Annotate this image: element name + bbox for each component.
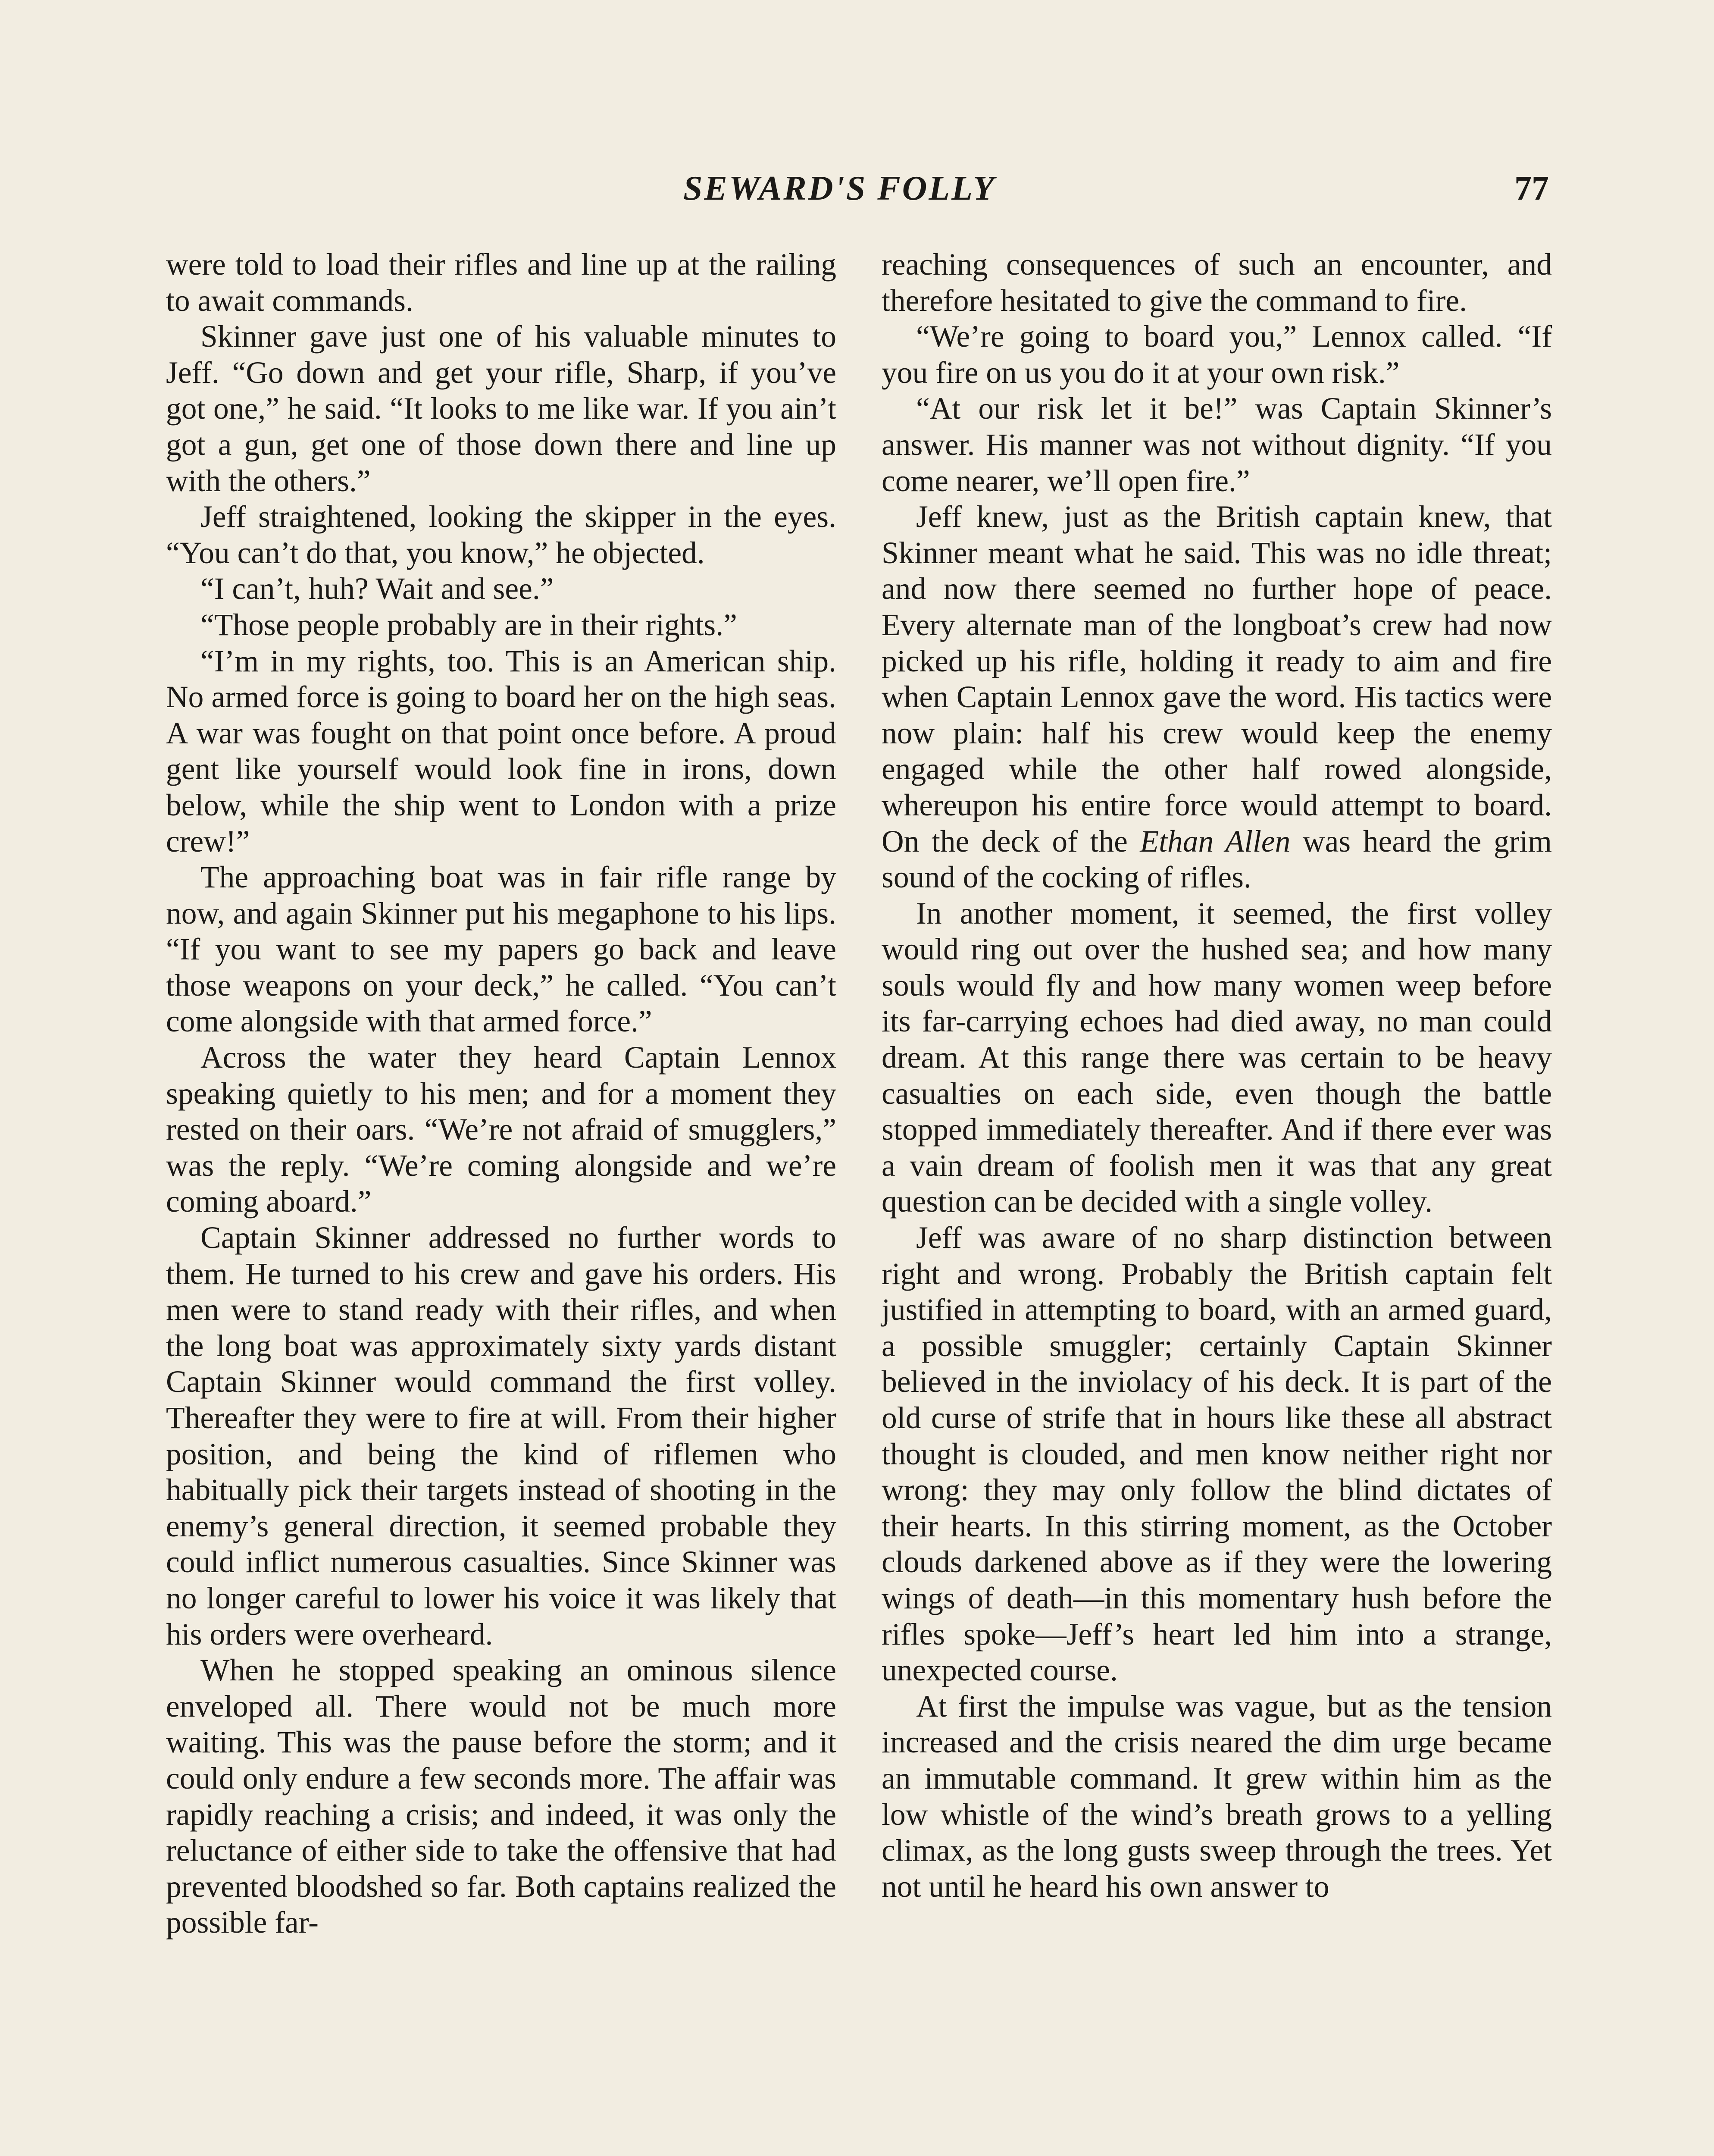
page-header	[166, 169, 1549, 216]
ship-name: Ethan Allen	[1140, 824, 1291, 859]
paragraph: Jeff was aware of no sharp distinction between right and wrong. Probably the British captain felt justified in attempting to board, with an armed guard, a possible smuggler; certainly Captain Skinner believed in the inviolacy of his deck. It is part of the old curse of strife that in hours like these all abstract thought is clouded, and men know neither right nor wrong: they may only follow the blind dictates of their hearts. In this stirring moment, as the October clouds darkened above as if they were the lowering wings of death—in this momentary hush before the rifles spoke—Jeff’s heart led him into a strange, unexpected course.	[882, 1221, 1552, 1688]
paragraph: Across the water they heard Captain Lennox speaking quietly to his men; and for a moment they rested on their oars. “We’re not afraid of smugglers,” was the reply. “We’re coming alongside and we’re coming aboard.”	[166, 1040, 836, 1219]
paragraph: “I’m in my rights, too. This is an American ship. No armed force is going to board her on the high seas. A war was fought on that point once before. A proud gent like yourself would look fine in irons, down below, while the ship went to London with a prize crew!”	[166, 644, 836, 859]
paragraph: When he stopped speaking an ominous silence enveloped all. There would not be much more waiting. This was the pause before the storm; and it could only endure a few seconds more. The affair was rapidly reaching a crisis; and indeed, it was only the reluctance of either side to take the offensive that had prevented bloodshed so far. Both captains realized the possible far-	[166, 1653, 836, 1940]
page-number: 77	[1514, 169, 1549, 207]
running-title: SEWARD'S FOLLY	[683, 169, 996, 207]
paragraph: Jeff straightened, looking the skipper in the eyes. “You can’t do that, you know,” he objected.	[166, 500, 836, 570]
left-column	[166, 247, 836, 2156]
paragraph	[882, 499, 1552, 896]
paragraph: “Those people probably are in their rights.”	[200, 608, 737, 642]
paragraph: were told to load their rifles and line up at the railing to await commands.	[166, 248, 836, 318]
paragraph-text: was heard the grim sound of the cocking of rifles.	[882, 824, 1552, 895]
paragraph: In another moment, it seemed, the first volley would ring out over the hushed sea; and how many souls would fly and how many women weep before its far-carrying echoes had died away, no man could dream. At this range there was certain to be heavy casualties on each side, even though the battle stopped immediately thereafter. And if there ever was a vain dream of foolish men it was that any great question can be decided with a single volley.	[882, 896, 1552, 1219]
paragraph: At first the impulse was vague, but as the tension increased and the crisis neared the dim urge became an immutable command. It grew within him as the low whistle of the wind’s breath grows to a yelling climax, as the long gusts sweep through the trees. Yet not until he heard his own answer to	[882, 1689, 1552, 1904]
paragraph-text: Jeff knew, just as the British captain knew, that Skinner meant what he said. This was no idle threat; and now there seemed no further hope of peace. Every alternate man of the longboat’s crew had now picked up his rifle, holding it ready to aim and fire when Captain Lennox gave the word. His tactics were now plain: half his crew would keep the enemy engaged while the other half rowed alongside, whereupon his entire force would attempt to board. On the deck of the	[882, 500, 1552, 859]
paragraph: “I can’t, huh? Wait and see.”	[200, 572, 554, 606]
paragraph: Skinner gave just one of his valuable minutes to Jeff. “Go down and get your rifle, Sharp, if you’ve got one,” he said. “It looks to me like war. If you ain’t got a gun, get one of those down there and line up with the others.”	[166, 320, 836, 498]
paragraph: Captain Skinner addressed no further words to them. He turned to his crew and gave his orders. His men were to stand ready with their rifles, and when the long boat was approximately sixty yards distant Captain Skinner would command the first volley. Thereafter they were to fire at will. From their higher position, and being the kind of riflemen who habitually pick their targets instead of shooting in the enemy’s general direction, it seemed probable they could inflict numerous casualties. Since Skinner was no longer careful to lower his voice it was likely that his orders were overheard.	[166, 1221, 836, 1651]
paragraph: “At our risk let it be!” was Captain Skinner’s answer. His manner was not without dignity. “If you come nearer, we’ll open fire.”	[882, 392, 1552, 498]
paragraph: The approaching boat was in fair rifle range by now, and again Skinner put his megaphone to his lips. “If you want to see my papers go back and leave those weapons on your deck,” he called. “You can’t come alongside with that armed force.”	[166, 860, 836, 1039]
paragraph: “We’re going to board you,” Lennox called. “If you fire on us you do it at your own risk.”	[882, 320, 1552, 390]
paragraph: reaching consequences of such an encounter, and therefore hesitated to give the command to fire.	[882, 248, 1552, 318]
right-column	[882, 247, 1552, 2156]
